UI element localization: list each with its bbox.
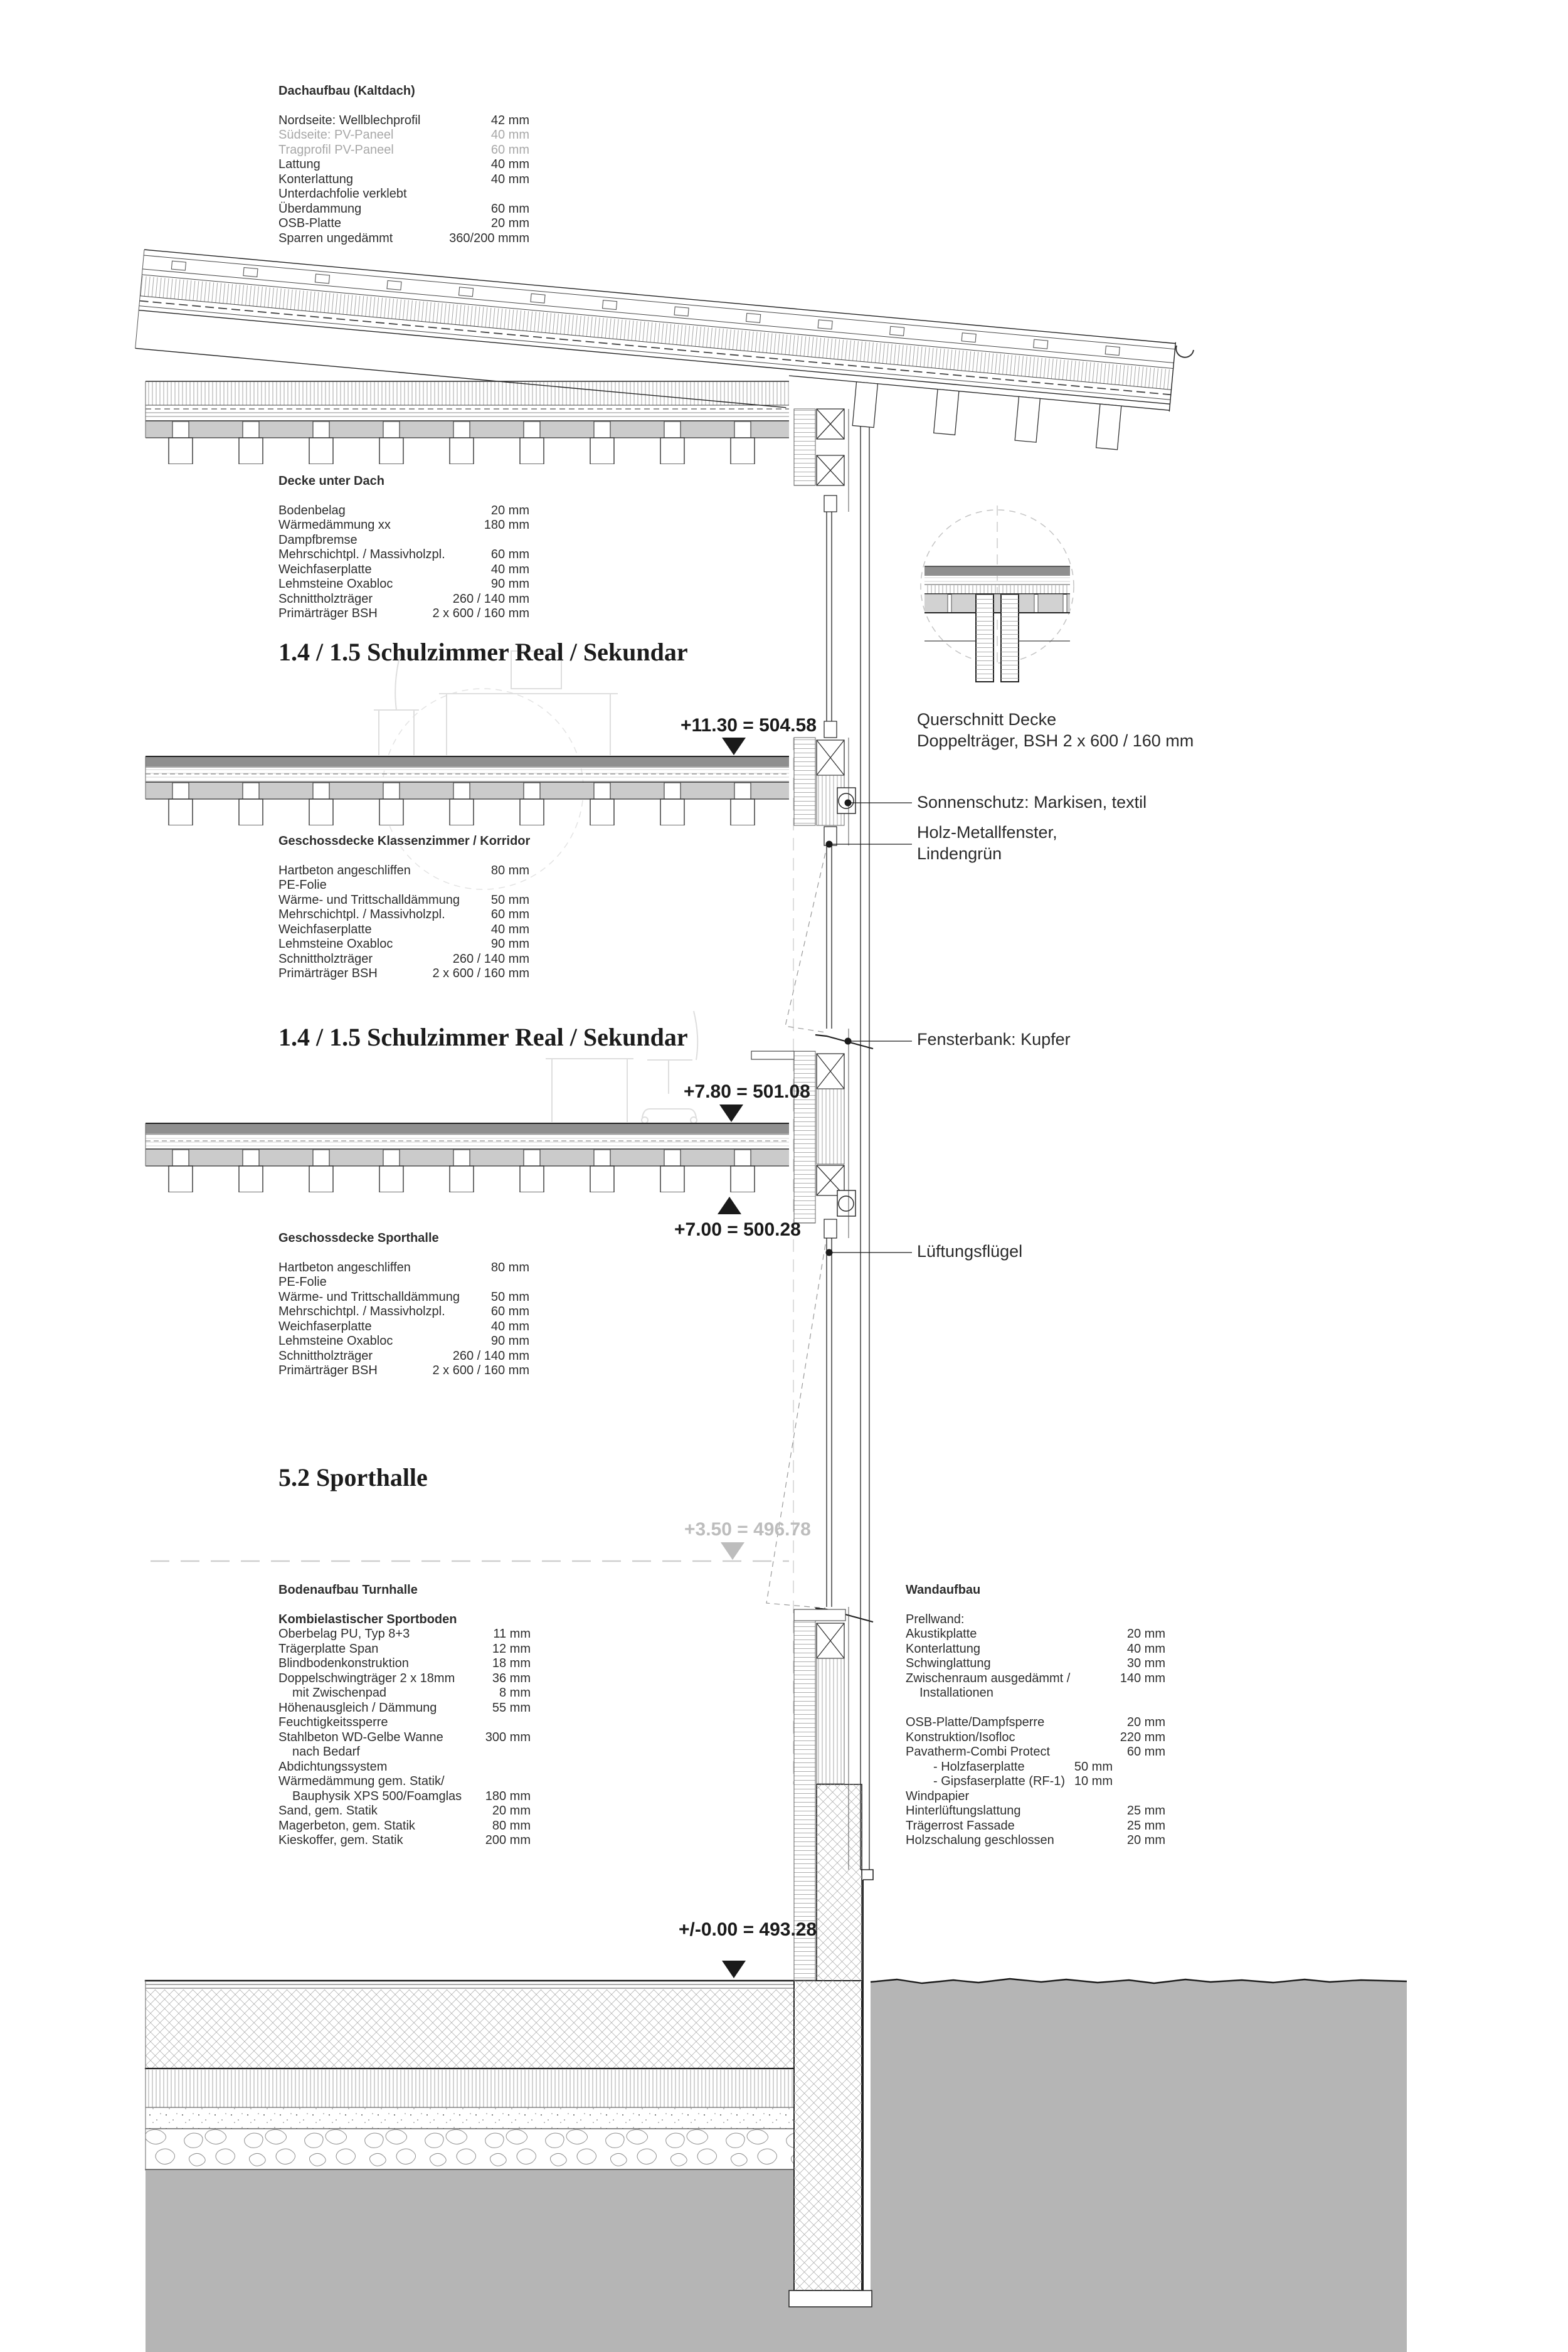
spec-row: PE-Folie — [278, 878, 327, 892]
spec-row: Primärträger BSH 2 x 600 / 160 mm — [278, 607, 529, 620]
room-heading-schulzimmer-2: 1.4 / 1.5 Schulzimmer Real / Sekundar — [278, 1023, 688, 1051]
annotation-sonnenschutz: Sonnenschutz: Markisen, textil — [917, 793, 1147, 812]
leader-dot-fensterbank — [845, 1038, 852, 1045]
leader-dot-fenster — [826, 841, 833, 848]
marker-780 — [719, 1104, 743, 1122]
spec-row: Mehrschichtpl. / Massivholzpl. 60 mm — [278, 1305, 529, 1318]
spec-row: Mehrschichtpl. / Massivholzpl. 60 mm — [278, 908, 529, 921]
spec-row: Primärträger BSH 2 x 600 / 160 mm — [278, 967, 529, 980]
block-title: Geschossdecke Klassenzimmer / Korridor — [278, 834, 531, 848]
spec-row: Schnittholzträger 260 / 140 mm — [278, 951, 529, 966]
spec-row: Feuchtigkeitssperre — [278, 1715, 388, 1729]
spec-row: Bauphysik XPS 500/Foamglas 180 mm — [292, 1789, 531, 1803]
spec-row: nach Bedarf — [292, 1745, 360, 1759]
spec-row: Prellwand: — [906, 1612, 965, 1626]
spec-row: Hinterlüftungslattung 25 mm — [906, 1804, 1165, 1818]
marker-350 — [721, 1542, 744, 1560]
annotation-querschnitt-line2: Doppelträger, BSH 2 x 600 / 160 mm — [917, 731, 1194, 750]
spec-row: Zwischenraum ausgedämmt / 140 mm — [906, 1671, 1165, 1685]
floor-slab-1130 — [146, 756, 789, 825]
spec-row: PE-Folie — [278, 1275, 327, 1289]
block-dachaufbau — [278, 84, 529, 246]
spec-row: Pavatherm-Combi Protect 60 mm — [906, 1745, 1165, 1759]
room-heading-schulzimmer-1: 1.4 / 1.5 Schulzimmer Real / Sekundar — [278, 638, 688, 666]
spec-row: Doppelschwingträger 2 x 18mm 36 mm — [278, 1671, 531, 1685]
spec-row: Akustikplatte 20 mm — [906, 1627, 1165, 1641]
spec-rows — [278, 1261, 529, 1379]
spec-row: Dampfbremse — [278, 532, 358, 547]
marker-1130 — [722, 738, 746, 755]
leader-dot-sonnenschutz — [845, 800, 852, 807]
spec-row: Höhenausgleich / Dämmung 55 mm — [278, 1700, 531, 1715]
spec-row: Lehmsteine Oxabloc 90 mm — [278, 577, 529, 591]
block-title: Wandaufbau — [906, 1583, 981, 1597]
spec-row: Schnittholzträger 260 / 140 mm — [278, 1348, 529, 1363]
floor-slab-780 — [146, 1123, 789, 1192]
block-title: Bodenaufbau Turnhalle — [278, 1583, 418, 1597]
spec-row: OSB-Platte 20 mm — [278, 216, 529, 230]
room-heading-sporthalle: 5.2 Sporthalle — [278, 1463, 428, 1491]
detail-circle — [921, 506, 1074, 682]
annotation-fensterbank: Fensterbank: Kupfer — [917, 1030, 1071, 1049]
block-geschossdecke-klassenzimmer — [278, 834, 529, 982]
block-title: Dachaufbau (Kaltdach) — [278, 84, 415, 98]
spec-row: OSB-Platte/Dampfsperre 20 mm — [906, 1715, 1165, 1729]
annotation-fenster-line1: Holz-Metallfenster, — [917, 823, 1057, 842]
block-title: Geschossdecke Sporthalle — [278, 1231, 439, 1245]
block-decke-unter-dach — [278, 474, 529, 622]
spec-row: Weichfaserplatte 40 mm — [278, 562, 529, 576]
marker-000 — [722, 1961, 746, 1978]
level-label-700: +7.00 = 500.28 — [674, 1219, 801, 1240]
spec-row: Wärme- und Trittschalldämmung 50 mm — [278, 893, 529, 907]
spec-row: - Holzfaserplatte 50 mm — [933, 1759, 1113, 1774]
spec-row: Windpapier — [906, 1789, 970, 1803]
floor-buildup-bands — [146, 1981, 817, 2170]
spec-row: Primärträger BSH 2 x 600 / 160 mm — [278, 1364, 529, 1377]
spec-row: mit Zwischenpad 8 mm — [292, 1686, 531, 1700]
spec-row: Weichfaserplatte 40 mm — [278, 1319, 529, 1333]
block-title: Decke unter Dach — [278, 474, 384, 488]
spec-row: Installationen — [919, 1686, 993, 1700]
spec-row — [906, 1701, 1165, 1716]
spec-row: Kieskoffer, gem. Statik 200 mm — [278, 1833, 531, 1847]
block-geschossdecke-sporthalle — [278, 1231, 529, 1379]
spec-row: Magerbeton, gem. Statik 80 mm — [278, 1818, 531, 1833]
spec-row: Überdammung 60 mm — [278, 201, 529, 216]
spec-row: Südseite: PV-Paneel 40 mm — [278, 128, 529, 142]
annotation-lueftung: Lüftungsflügel — [917, 1242, 1023, 1261]
spec-row: Tragprofil PV-Paneel 60 mm — [278, 142, 529, 157]
rafter-tails — [852, 382, 1121, 450]
spec-row: Holzschalung geschlossen 20 mm — [906, 1833, 1165, 1847]
block-wandaufbau — [906, 1583, 1165, 1848]
spec-rows — [278, 114, 529, 246]
spec-rows — [906, 1613, 1165, 1848]
spec-row: Schwinglattung 30 mm — [906, 1656, 1165, 1670]
spec-row: Sparren ungedämmt 360/200 mmm — [278, 231, 529, 245]
annotation-fenster-line2: Lindengrün — [917, 844, 1002, 863]
elevation-markers — [718, 738, 746, 1978]
spec-rows — [278, 504, 529, 622]
spec-rows — [278, 864, 529, 982]
level-label-350: +3.50 = 496.78 — [684, 1519, 811, 1540]
spec-row: Trägerrost Fassade 25 mm — [906, 1818, 1165, 1833]
spec-row: Lehmsteine Oxabloc 90 mm — [278, 937, 529, 951]
spec-rows — [278, 1613, 531, 1848]
annotation-querschnitt-line1: Querschnitt Decke — [917, 710, 1057, 729]
spec-row: Abdichtungssystem — [278, 1759, 388, 1774]
spec-row: Wärme- und Trittschalldämmung 50 mm — [278, 1290, 529, 1304]
copper-sill — [815, 1035, 873, 1049]
spec-row: Trägerplatte Span 12 mm — [278, 1641, 531, 1656]
spec-row: Sand, gem. Statik 20 mm — [278, 1804, 531, 1818]
spec-row: Hartbeton angeschliffen 80 mm — [278, 1260, 529, 1274]
marker-700 — [718, 1197, 741, 1214]
spec-row: Konterlattung 40 mm — [906, 1641, 1165, 1656]
spec-row: Oberbelag PU, Typ 8+3 11 mm — [278, 1627, 531, 1641]
spec-row: Nordseite: Wellblechprofil 42 mm — [278, 113, 529, 127]
level-label-000: +/-0.00 = 493.28 — [679, 1919, 817, 1940]
spec-row: Lehmsteine Oxabloc 90 mm — [278, 1334, 529, 1348]
spec-row: Blindbodenkonstruktion 18 mm — [278, 1656, 531, 1670]
exterior-wall — [751, 409, 873, 1981]
spec-row: Hartbeton angeschliffen 80 mm — [278, 863, 529, 877]
interior-sill — [751, 1051, 794, 1059]
spec-row: Mehrschichtpl. / Massivholzpl. 60 mm — [278, 548, 529, 561]
spec-row: - Gipsfaserplatte (RF-1) 10 mm — [933, 1774, 1113, 1788]
level-label-1130: +11.30 = 504.58 — [681, 715, 817, 736]
spec-row: Schnittholzträger 260 / 140 mm — [278, 591, 529, 606]
spec-row: Konstruktion/Isofloc 220 mm — [906, 1730, 1165, 1744]
leader-dot-lueftung — [826, 1249, 833, 1256]
level-label-780: +7.80 = 501.08 — [684, 1081, 810, 1102]
block-bodenaufbau — [278, 1583, 531, 1848]
spec-row: Bodenbelag 20 mm — [278, 503, 529, 517]
spec-row: Weichfaserplatte 40 mm — [278, 922, 529, 936]
spec-row: Kombielastischer Sportboden — [278, 1612, 457, 1626]
spec-row: Konterlattung 40 mm — [278, 172, 529, 186]
spec-row: Stahlbeton WD-Gelbe Wanne 300 mm — [278, 1730, 531, 1744]
spec-row: Lattung 40 mm — [278, 157, 529, 171]
spec-row: Wärmedämmung gem. Statik/ — [278, 1774, 445, 1788]
gutter — [1176, 346, 1194, 358]
ceiling-under-roof — [146, 381, 789, 464]
spec-row: Wärmedämmung xx 180 mm — [278, 518, 529, 532]
spec-row: Unterdachfolie verklebt — [278, 187, 407, 201]
